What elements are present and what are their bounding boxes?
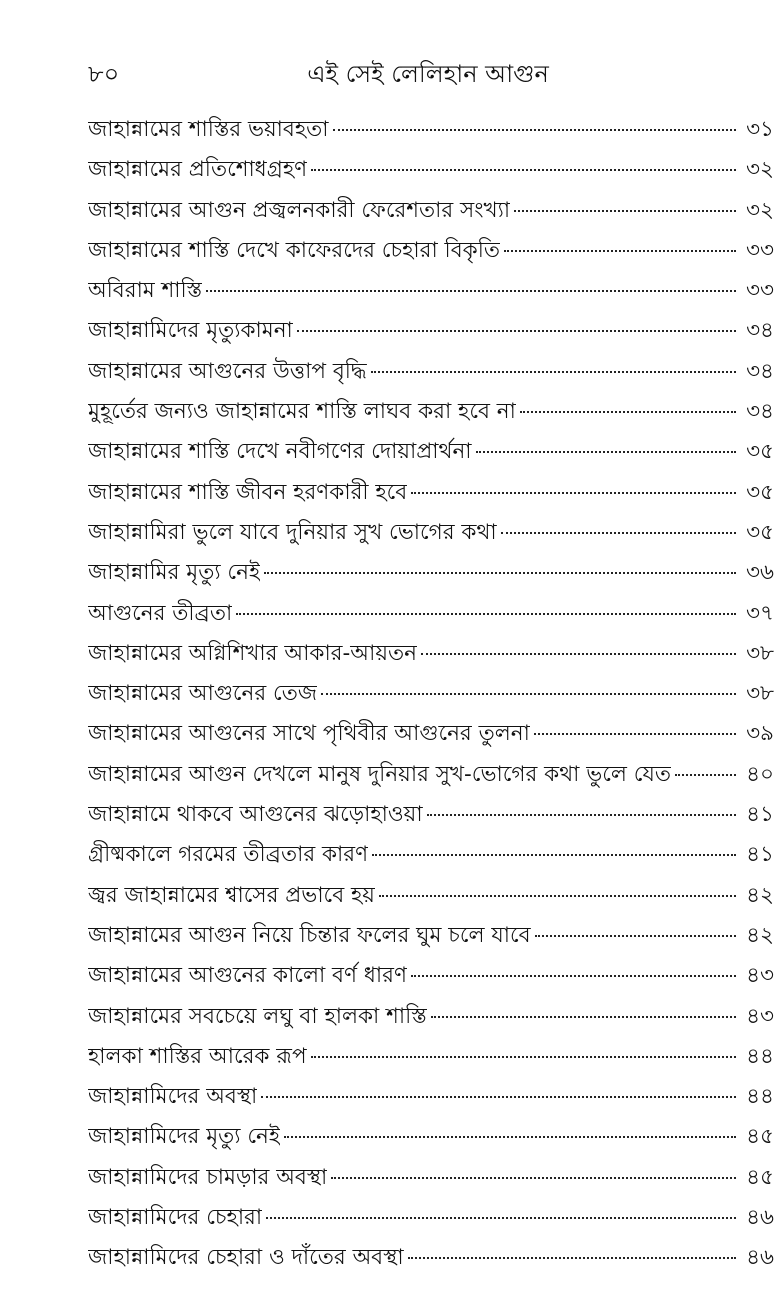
toc-entry-title: জাহান্নামের শাস্তির ভয়াবহতা: [88, 117, 329, 142]
toc-entry: [88, 1238, 774, 1278]
toc-entry-title: জাহান্নামের আগুন দেখলে মানুষ দুনিয়ার সুখ-ভোগের কথা ভুলে যেত: [88, 761, 671, 787]
toc-entry-page: ৪১: [746, 802, 774, 828]
toc-entry: [88, 876, 774, 916]
toc-entry-page: ৪২: [746, 882, 774, 908]
toc-entry-title: জাহান্নামের অগ্নিশিখার আকার-আয়তন: [88, 640, 417, 666]
toc-entry: [88, 311, 774, 351]
toc-entry-title: জাহান্নামিদের মৃত্যুকামনা: [88, 318, 293, 344]
toc-entry-page: ৪৩: [746, 963, 774, 989]
dot-leader: [206, 290, 736, 292]
toc-entry-title: জাহান্নামের আগুনের সাথে পৃথিবীর আগুনের তুলনা: [88, 721, 530, 747]
toc-entry: [88, 916, 774, 956]
toc-entry-page: ৩৪: [746, 318, 774, 344]
toc-entry-page: ৪৬: [746, 1205, 774, 1231]
dot-leader: [421, 653, 736, 655]
toc-entry: [88, 1198, 774, 1238]
toc-entry-page: ৩১: [746, 117, 774, 142]
toc-entry-title: জাহান্নামিদের মৃত্যু নেই: [88, 1124, 281, 1150]
toc-entry-title: জাহান্নামের শাস্তি দেখে কাফেরদের চেহারা বিকৃতি: [88, 237, 501, 263]
dot-leader: [535, 935, 736, 937]
toc-entry-page: ৩৫: [746, 519, 774, 545]
dot-leader: [331, 1177, 736, 1179]
dot-leader: [379, 895, 736, 897]
toc-entry: [88, 271, 774, 311]
toc-entry-title: জাহান্নামের সবচেয়ে লঘু বা হালকা শাস্তি: [88, 1003, 427, 1029]
dot-leader: [261, 1096, 736, 1098]
toc-entry-title: গ্রীষ্মকালে গরমের তীব্রতার কারণ: [88, 842, 369, 868]
toc-entry-title: জাহান্নামে থাকবে আগুনের ঝড়োহাওয়া: [88, 802, 423, 828]
toc-entry-title: জাহান্নামের আগুনের তেজ: [88, 681, 318, 707]
toc-entry: [88, 997, 774, 1037]
toc-entry-title: মুহূর্তের জন্যও জাহান্নামের শাস্তি লাঘব করা হবে না: [88, 399, 516, 425]
dot-leader: [514, 210, 736, 212]
toc-entry-page: ৪৪: [746, 1043, 774, 1069]
dot-leader: [311, 1056, 736, 1058]
dot-leader: [408, 1257, 736, 1259]
toc-entry-title: জাহান্নামের প্রতিশোধগ্রহণ: [88, 157, 308, 183]
toc-entry-page: ৩২: [746, 157, 774, 183]
toc-entry-page: ৩৪: [746, 399, 774, 425]
dot-leader: [297, 330, 736, 332]
toc-entry-page: ৪৫: [746, 1124, 774, 1150]
toc-entry-page: ৩৮: [746, 640, 774, 666]
toc-entry-title: জাহান্নামের আগুনের উত্তাপ বৃদ্ধি: [88, 358, 367, 384]
toc-entry-title: জ্বর জাহান্নামের শ্বাসের প্রভাবে হয়: [88, 882, 375, 908]
toc-entry: [88, 1158, 774, 1198]
dot-leader: [371, 371, 736, 373]
toc-entry-page: ৪৩: [746, 1003, 774, 1029]
toc-entry: [88, 1037, 774, 1077]
toc-entry-title: জাহান্নামের আগুন প্রজ্বলনকারী ফেরেশতার সংখ্যা: [88, 197, 511, 223]
toc-entry-page: ৪০: [746, 761, 774, 787]
toc-entry-page: ৩৪: [746, 358, 774, 384]
dot-leader: [427, 814, 736, 816]
toc-entry: [88, 634, 774, 674]
toc-entry: [88, 513, 774, 553]
toc-entry: [88, 594, 774, 634]
dot-leader: [284, 1136, 736, 1138]
toc-entry-page: ৩৫: [746, 439, 774, 465]
toc-entry-title: হালকা শাস্তির আরেক রূপ: [88, 1043, 307, 1069]
toc-entry: [88, 432, 774, 472]
toc-entry-page: ৪৬: [746, 1245, 774, 1271]
toc-entry: [88, 674, 774, 714]
book-title: এই সেই লেলিহান আগুন: [307, 60, 549, 88]
toc-entry-title: আগুনের তীব্রতা: [88, 600, 233, 626]
dot-leader: [520, 411, 736, 413]
toc-entry: [88, 110, 774, 150]
toc-entry-title: জাহান্নামিদের অবস্থা: [88, 1084, 258, 1110]
toc-entry: [88, 150, 774, 190]
dot-leader: [236, 613, 736, 615]
page-number: ৮০: [88, 60, 120, 88]
toc-entry-page: ৩৯: [746, 721, 774, 747]
toc-entry-title: জাহান্নামের আগুনের কালো বর্ণ ধারণ: [88, 963, 407, 989]
dot-leader: [266, 1217, 736, 1219]
toc-entry: [88, 1117, 774, 1157]
toc-entry: [88, 1077, 774, 1117]
dot-leader: [675, 774, 736, 776]
dot-leader: [333, 129, 736, 131]
toc-entry: [88, 473, 774, 513]
toc-entry: [88, 352, 774, 392]
toc-entry-title: জাহান্নামিরা ভুলে যাবে দুনিয়ার সুখ ভোগের কথা: [88, 519, 497, 545]
toc-entry: [88, 392, 774, 432]
dot-leader: [501, 532, 736, 534]
dot-leader: [411, 492, 736, 494]
dot-leader: [372, 854, 736, 856]
dot-leader: [534, 733, 736, 735]
toc-entry: [88, 714, 774, 754]
toc-entry-title: জাহান্নামিদের চেহারা ও দাঁতের অবস্থা: [88, 1245, 404, 1271]
dot-leader: [431, 1016, 736, 1018]
toc-entry-title: অবিরাম শাস্তি: [88, 278, 203, 304]
toc-entry-title: জাহান্নামের আগুন নিয়ে চিন্তার ফলের ঘুম চলে যাবে: [88, 922, 531, 948]
toc-entry: [88, 191, 774, 231]
table-of-contents: [88, 110, 774, 1279]
toc-entry: [88, 231, 774, 271]
toc-entry-page: ৩৭: [746, 600, 774, 626]
toc-entry-page: ৩৩: [746, 278, 774, 304]
toc-entry-title: জাহান্নামের শাস্তি দেখে নবীগণের দোয়াপ্রার্থনা: [88, 439, 472, 465]
dot-leader: [504, 250, 736, 252]
dot-leader: [321, 693, 736, 695]
toc-entry-page: ৩৩: [746, 237, 774, 263]
toc-entry-page: ৩৫: [746, 479, 774, 505]
toc-entry-page: ৩২: [746, 197, 774, 223]
toc-entry: [88, 755, 774, 795]
dot-leader: [411, 975, 736, 977]
toc-entry: [88, 553, 774, 593]
dot-leader: [264, 572, 736, 574]
toc-entry-title: জাহান্নামির মৃত্যু নেই: [88, 560, 261, 586]
toc-entry-title: জাহান্নামিদের চামড়ার অবস্থা: [88, 1164, 328, 1190]
toc-entry-page: ৩৮: [746, 681, 774, 707]
toc-entry: [88, 956, 774, 996]
toc-entry-title: জাহান্নামিদের চেহারা: [88, 1205, 263, 1231]
dot-leader: [311, 169, 736, 171]
toc-entry: [88, 795, 774, 835]
page-header: [88, 56, 768, 96]
toc-entry-page: ৪২: [746, 922, 774, 948]
toc-entry-page: ৪৫: [746, 1164, 774, 1190]
toc-entry: [88, 835, 774, 875]
toc-entry-page: ৩৬: [746, 560, 774, 586]
dot-leader: [476, 451, 736, 453]
toc-entry-page: ৪৪: [746, 1084, 774, 1110]
toc-entry-title: জাহান্নামের শাস্তি জীবন হরণকারী হবে: [88, 479, 408, 505]
toc-entry-page: ৪১: [746, 842, 774, 868]
